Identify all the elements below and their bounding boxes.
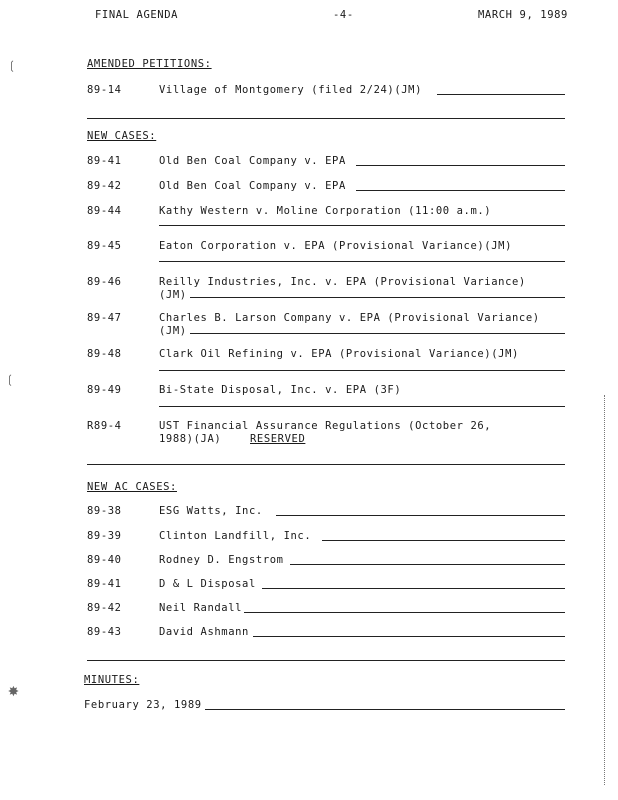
case-number: 89-43: [87, 626, 122, 638]
case-title: Old Ben Coal Company v. EPA: [159, 180, 346, 192]
signature-line: [356, 165, 565, 166]
case-number: 89-38: [87, 505, 122, 517]
section-amended-petitions: AMENDED PETITIONS:: [87, 58, 212, 70]
case-title: ESG Watts, Inc.: [159, 505, 263, 517]
section-new-cases: NEW CASES:: [87, 130, 157, 142]
punch-hole-mark: ❲: [6, 372, 16, 388]
case-title-continued: (JM): [159, 325, 187, 337]
section-divider: [87, 118, 565, 119]
header-left: FINAL AGENDA: [95, 9, 179, 21]
signature-line: [244, 612, 565, 613]
case-title: Neil Randall: [159, 602, 243, 614]
case-title: Kathy Western v. Moline Corporation (11:00 a.m.): [159, 205, 492, 217]
case-number: 89-45: [87, 240, 122, 252]
case-number: 89-41: [87, 578, 122, 590]
case-number: 89-42: [87, 602, 122, 614]
signature-line: [276, 515, 565, 516]
minutes-item: February 23, 1989: [84, 699, 202, 711]
case-number: 89-14: [87, 84, 122, 96]
case-number: 89-49: [87, 384, 122, 396]
case-title-continued: (JM): [159, 289, 187, 301]
case-number: 89-47: [87, 312, 122, 324]
case-title-continued: 1988)(JA): [159, 433, 222, 445]
case-title: David Ashmann: [159, 626, 249, 638]
case-title: Reilly Industries, Inc. v. EPA (Provisional Variance): [159, 276, 526, 288]
case-number: 89-39: [87, 530, 122, 542]
punch-hole-mark: ✸: [8, 680, 20, 701]
case-title: Bi-State Disposal, Inc. v. EPA (3F): [159, 384, 402, 396]
case-number: 89-42: [87, 180, 122, 192]
signature-line: [190, 297, 565, 298]
section-minutes: MINUTES:: [84, 674, 140, 686]
signature-line: [159, 225, 565, 226]
case-number: R89-4: [87, 420, 122, 432]
case-title: Rodney D. Engstrom: [159, 554, 284, 566]
header-date: MARCH 9, 1989: [478, 9, 568, 21]
signature-line: [322, 540, 565, 541]
signature-line: [159, 406, 565, 407]
signature-line: [356, 190, 565, 191]
signature-line: [262, 588, 565, 589]
signature-line: [205, 709, 565, 710]
section-new-ac-cases: NEW AC CASES:: [87, 481, 177, 493]
signature-line: [253, 636, 565, 637]
signature-line: [290, 564, 565, 565]
signature-line: [437, 94, 565, 95]
case-title: Old Ben Coal Company v. EPA: [159, 155, 346, 167]
section-divider: [87, 660, 565, 661]
case-title: Village of Montgomery (filed 2/24)(JM): [159, 84, 423, 96]
case-title: Clinton Landfill, Inc.: [159, 530, 312, 542]
case-number: 89-40: [87, 554, 122, 566]
case-title: Charles B. Larson Company v. EPA (Provisional Variance): [159, 312, 540, 324]
scan-edge: [604, 395, 607, 785]
case-title: D & L Disposal: [159, 578, 256, 590]
signature-line: [159, 261, 565, 262]
signature-line: [190, 333, 565, 334]
signature-line: [159, 370, 565, 371]
case-number: 89-46: [87, 276, 122, 288]
case-title: UST Financial Assurance Regulations (October 26,: [159, 420, 492, 432]
case-title: Eaton Corporation v. EPA (Provisional Variance)(JM): [159, 240, 512, 252]
case-number: 89-48: [87, 348, 122, 360]
case-number: 89-44: [87, 205, 122, 217]
page-number: -4-: [333, 9, 354, 21]
case-title: Clark Oil Refining v. EPA (Provisional Variance)(JM): [159, 348, 519, 360]
section-divider: [87, 464, 565, 465]
reserved-label: RESERVED: [250, 433, 306, 445]
punch-hole-mark: ❲: [8, 58, 18, 74]
case-number: 89-41: [87, 155, 122, 167]
